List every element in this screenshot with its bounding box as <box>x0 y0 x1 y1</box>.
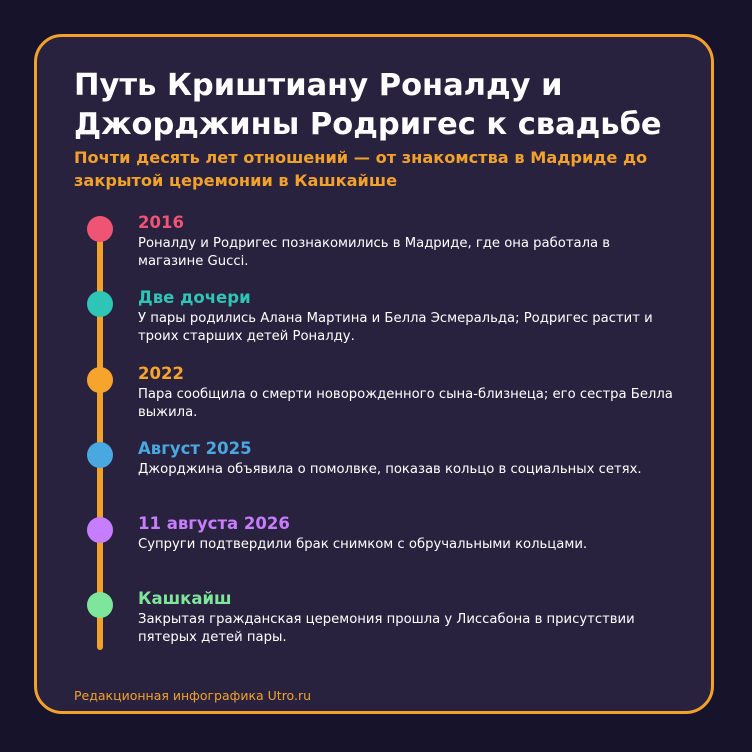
event-description: У пары родились Алана Мартина и Белла Эсмеральда; Родригес растит и троих старших детей Роналду. <box>138 311 653 344</box>
page-subtitle: Почти десять лет отношений — от знакомства в Мадриде до закрытой церемонии в Кашкайше <box>74 148 648 190</box>
page-title: Путь Криштиану Роналду и Джорджины Родригес к свадьбе <box>74 68 662 142</box>
timeline-event-august-11-2026 <box>138 514 678 554</box>
event-title: Две дочери <box>138 288 251 307</box>
timeline-event-2022 <box>138 364 678 422</box>
event-title: Август 2025 <box>138 439 252 458</box>
event-title: 11 августа 2026 <box>138 514 290 533</box>
event-description: Пара сообщила о смерти новорожденного сына-близнеца; его сестра Белла выжила. <box>138 387 673 420</box>
timeline-dot-august-11-2026 <box>87 517 113 543</box>
timeline-event-daughters <box>138 288 678 346</box>
event-title: 2022 <box>138 364 184 383</box>
footer-credit: Редакционная инфографика Utro.ru <box>74 688 312 703</box>
event-title: 2016 <box>138 213 184 232</box>
timeline-dot-daughters <box>87 291 113 317</box>
event-description: Джорджина объявила о помолвке, показав кольцо в социальных сетях. <box>138 462 642 477</box>
timeline-dot-august-2025 <box>87 442 113 468</box>
timeline-event-august-2025 <box>138 439 678 479</box>
timeline-dot-2022 <box>87 367 113 393</box>
event-description: Супруги подтвердили брак снимком с обручальными кольцами. <box>138 537 588 552</box>
timeline-dot-2016 <box>87 216 113 242</box>
timeline-event-cascais <box>138 589 678 647</box>
event-title: Кашкайш <box>138 589 232 608</box>
event-description: Закрытая гражданская церемония прошла у Лиссабона в присутствии пятерых детей пары. <box>138 612 635 645</box>
timeline-event-2016 <box>138 213 678 271</box>
timeline-dot-cascais <box>87 592 113 618</box>
event-description: Роналду и Родригес познакомились в Мадриде, где она работала в магазине Gucci. <box>138 236 611 269</box>
